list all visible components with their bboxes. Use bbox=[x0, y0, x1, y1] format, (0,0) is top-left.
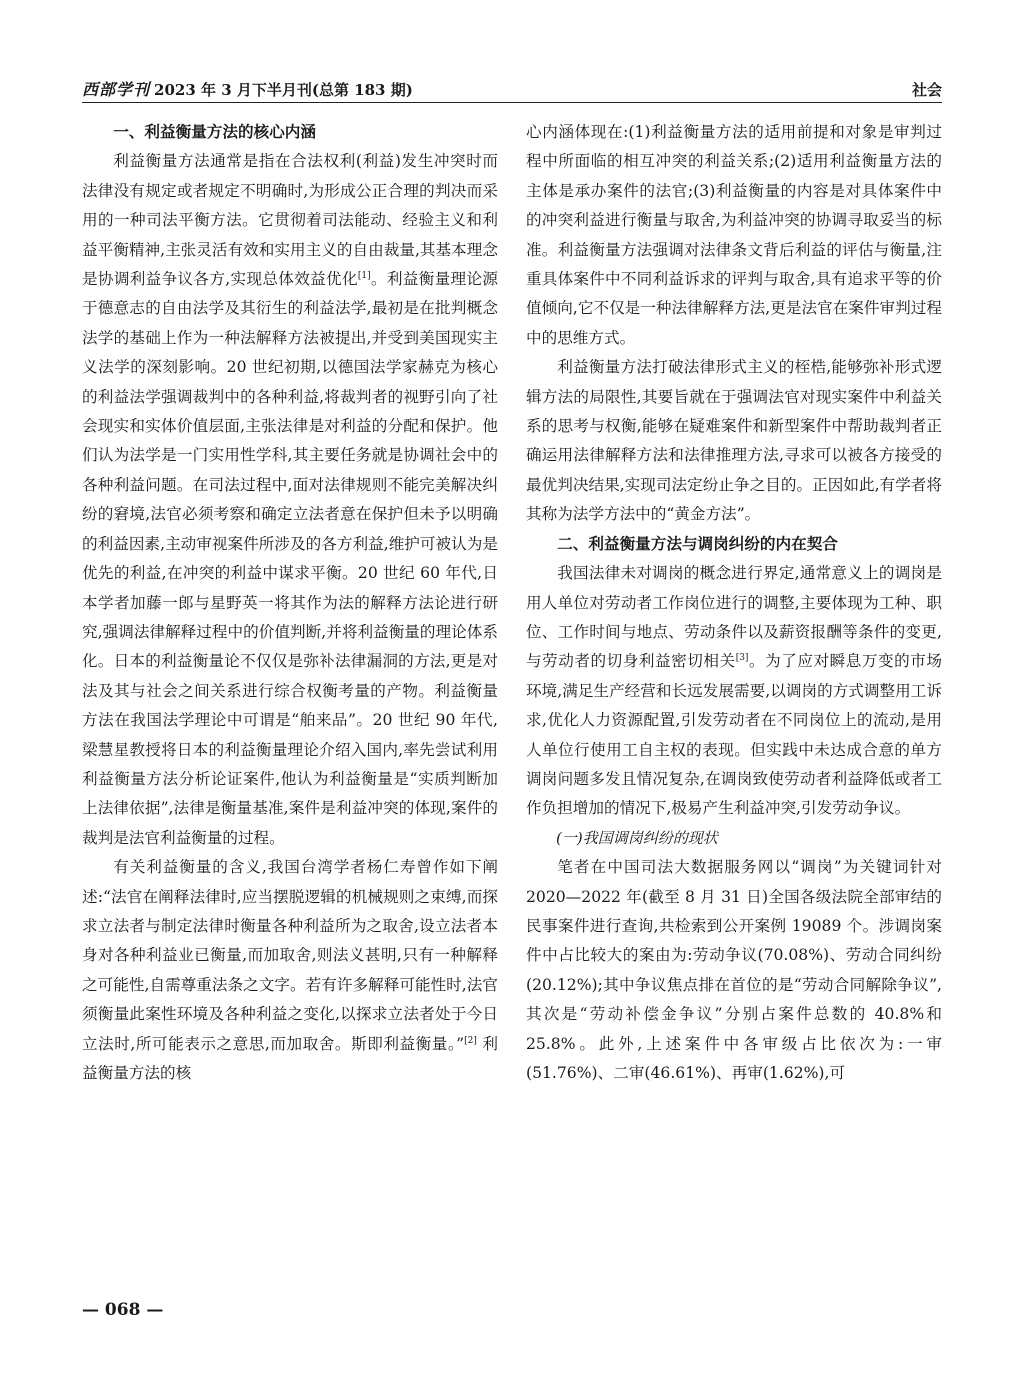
citation-ref: [3] bbox=[735, 653, 749, 664]
right-column bbox=[526, 118, 942, 1298]
citation-ref: [2] bbox=[464, 1035, 477, 1046]
issue-info: 2023 年 3 月下半月刊(总第 183 期) bbox=[154, 81, 413, 99]
paragraph: 有关利益衡量的含义,我国台湾学者杨仁寿曾作如下阐述:“法官在阐释法律时,应当摆脱逻辑的机械规则之束缚,而探求立法者与制定法律时衡量各种利益所为之取舍,设立法者本身对各种利益业已衡量,而加取舍,则法义甚明,只有一种解释之可能性,自需尊重法条之文字。若有许多解释可能性时,法官须衡量此案性环境及各种利益之变化,以探求立法者处于今日立法时,所可能表示之意思,而加取舍。斯即利益衡量。”[2] 利益衡量方法的核 bbox=[82, 858, 498, 1082]
paragraph: 心内涵体现在:(1)利益衡量方法的适用前提和对象是审判过程中所面临的相互冲突的利益关系;(2)适用利益衡量方法的主体是承办案件的法官;(3)利益衡量的内容是对具体案件中的冲突利益进行衡量与取舍,为利益冲突的协调寻取妥当的标准。利益衡量方法强调对法律条文背后利益的评估与衡量,注重具体案件中不同利益诉求的评判与取舍,具有追求平等的价值倾向,它不仅是一种法律解释方法,更是法官在案件审判过程中的思维方式。 bbox=[526, 123, 942, 347]
header-left bbox=[82, 77, 413, 100]
page-number: — 068 — bbox=[82, 1300, 164, 1320]
paragraph: 笔者在中国司法大数据服务网以“调岗”为关键词针对 2020—2022 年(截至 8 月 31 日)全国各级法院全部审结的民事案件进行查询,共检索到公开案例 19089 个。涉调岗案件中占比较大的案由为:劳动争议(70.08%)、劳动合同纠纷(20.12%);其中争议焦点排在首位的是“劳动合同解除争议”,其次是“劳动补偿金争议”分别占案件总数的 40.8%和 25.8%。此外,上述案件中各审级占比依次为:一审(51.76%)、二审(46.61%)、再审(1.62%),可 bbox=[526, 858, 942, 1082]
subsection-heading: (一)我国调岗纠纷的现状 bbox=[556, 828, 718, 847]
section-heading-1: 一、利益衡量方法的核心内涵 bbox=[113, 123, 316, 141]
running-header bbox=[82, 74, 942, 103]
paragraph: 我国法律未对调岗的概念进行界定,通常意义上的调岗是用人单位对劳动者工作岗位进行的调整,主要体现为工种、职位、工作时间与地点、劳动条件以及薪资报酬等条件的变更,与劳动者的切身利益密切相关[3]。为了应对瞬息万变的市场环境,满足生产经营和长远发展需要,以调岗的方式调整用工诉求,优化人力资源配置,引发劳动者在不同岗位上的流动,是用人单位行使用工自主权的表现。但实践中未达成合意的单方调岗问题多发且情况复杂,在调岗致使劳动者利益降低或者工作负担增加的情况下,极易产生利益冲突,引发劳动争议。 bbox=[526, 564, 942, 818]
paragraph: 利益衡量方法通常是指在合法权利(利益)发生冲突时而法律没有规定或者规定不明确时,为形成公正合理的判决而采用的一种司法平衡方法。它贯彻着司法能动、经验主义和利益平衡精神,主张灵活有效和实用主义的自由裁量,其基本理念是协调利益争议各方,实现总体效益优化[1]。利益衡量理论源于德意志的自由法学及其衍生的利益法学,最初是在批判概念法学的基础上作为一种法解释方法被提出,并受到美国现实主义法学的深刻影响。20 世纪初期,以德国法学家赫克为核心的利益法学强调裁判中的各种利益,将裁判者的视野引向了社会现实和实体价值层面,主张法律是对利益的分配和保护。他们认为法学是一门实用性学科,其主要任务就是协调社会中的各种利益问题。在司法过程中,面对法律规则不能完美解决纠纷的窘境,法官必须考察和确定立法者意在保护但未予以明确的利益因素,主动审视案件所涉及的各方利益,维护可被认为是优先的利益,在冲突的利益中谋求平衡。20 世纪 60 年代,日本学者加藤一郎与星野英一将其作为法的解释方法论进行研究,强调法律解释过程中的价值判断,并将利益衡量的理论体系化。日本的利益衡量论不仅仅是弥补法律漏洞的方法,更是对法及其与社会之间关系进行综合权衡考量的产物。利益衡量方法在我国法学理论中可谓是“舶来品”。20 世纪 90 年代,梁慧星教授将日本的利益衡量理论介绍入国内,率先尝试利用利益衡量方法分析论证案件,他认为利益衡量是“实质判断加上法律依据”,法律是衡量基准,案件是利益冲突的体现,案件的裁判是法官利益衡量的过程。 bbox=[82, 152, 498, 847]
section-label: 社会 bbox=[911, 81, 942, 99]
paragraph: 利益衡量方法打破法律形式主义的桎梏,能够弥补形式逻辑方法的局限性,其要旨就在于强调法官对现实案件中利益关系的思考与权衡,能够在疑难案件和新型案件中帮助裁判者正确运用法律解释方法和法律推理方法,寻求可以被各方接受的最优判决结果,实现司法定纷止争之目的。正因如此,有学者将其称为法学方法中的“黄金方法”。 bbox=[526, 358, 942, 524]
journal-logo: 西部学刊 bbox=[82, 80, 151, 99]
section-heading-2: 二、利益衡量方法与调岗纠纷的内在契合 bbox=[557, 534, 838, 553]
citation-ref: [1] bbox=[357, 270, 371, 281]
left-column bbox=[82, 118, 498, 1298]
